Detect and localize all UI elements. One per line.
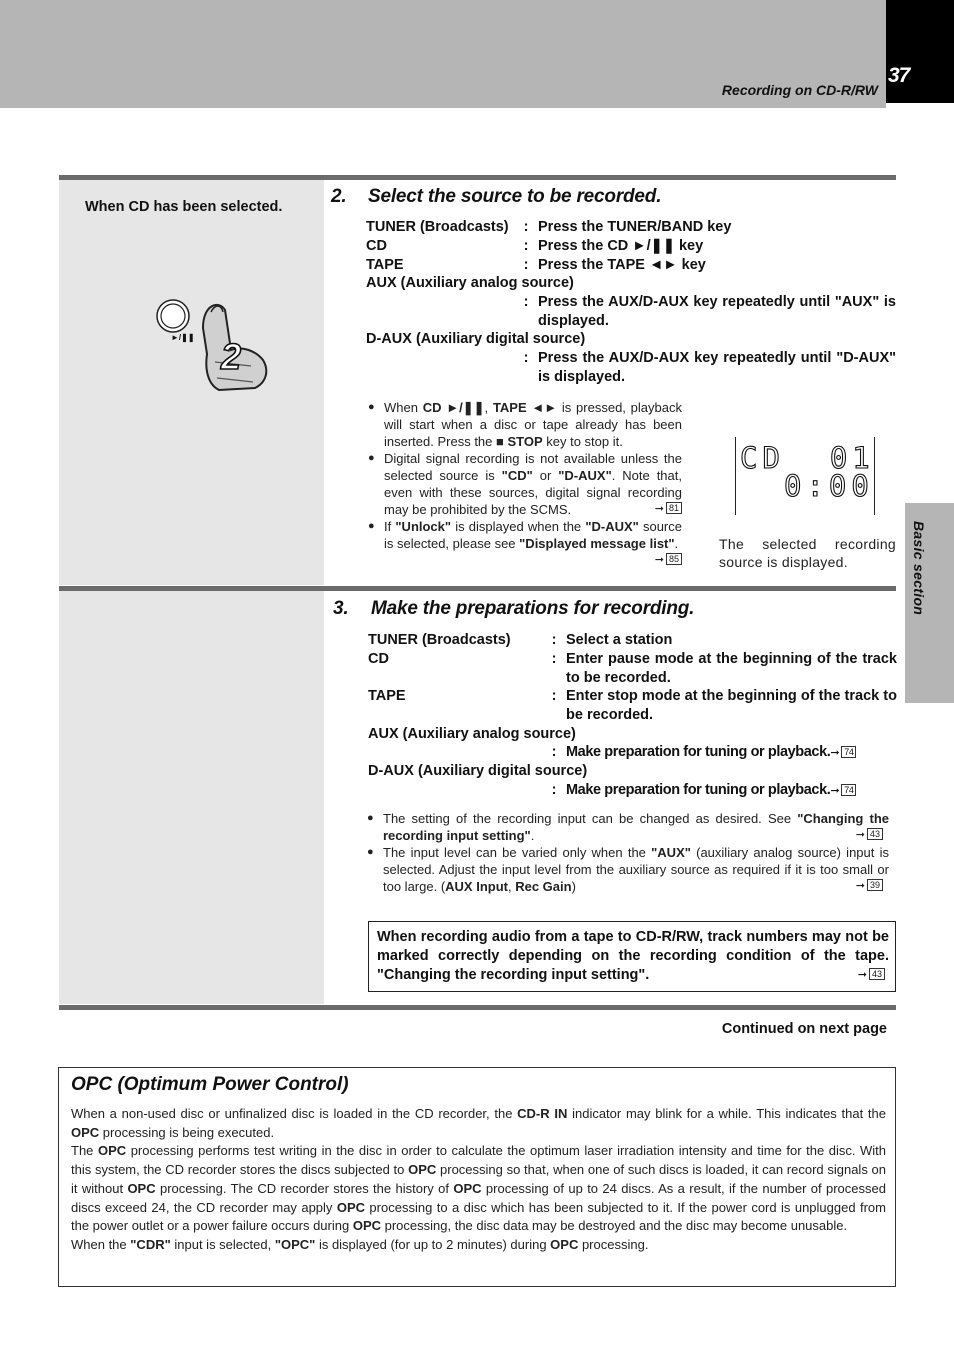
note-text: Rec Gain: [515, 879, 572, 894]
step2-row-action: Press the AUX/D-AUX key repeatedly until "D-AUX" is displayed.: [538, 350, 896, 385]
step2-row-action: Press the CD ►/❚❚ key: [538, 238, 704, 254]
bullet-icon: ●: [368, 401, 375, 413]
action-text: Make preparation for tuning or playback.: [566, 782, 831, 798]
step3-row-source: TUNER (Broadcasts): [368, 632, 511, 648]
note-text: The setting of the recording input can be changed as desired. See: [383, 811, 798, 826]
step2-row-action: Press the TUNER/BAND key: [538, 219, 732, 235]
note-item: [368, 399, 682, 450]
step2-row-colon: :: [523, 350, 529, 366]
page-reference: ➞ 43: [856, 827, 883, 844]
step3-row-action: Enter stop mode at the beginning of the track to be recorded.: [566, 688, 897, 723]
note-text: CD ►/❚❚: [422, 400, 485, 415]
note-text: TAPE ◄►: [492, 400, 558, 415]
opc-text: OPC: [127, 1180, 156, 1196]
opc-text: processing, the disc data may be destroyed and the disc may become unusable.: [381, 1218, 848, 1234]
opc-text: OPC: [550, 1236, 579, 1252]
note-text: "D-AUX": [585, 519, 639, 534]
note-text: ): [571, 879, 576, 894]
step2-row-colon: :: [523, 238, 529, 254]
step2-row-colon: :: [523, 219, 529, 235]
step2-row-action: Press the TAPE ◄► key: [538, 257, 706, 273]
note-text: Digital signal recording is not available unless the selected source is: [384, 451, 682, 483]
opc-paragraph: [71, 1236, 886, 1255]
note-text: .: [530, 828, 535, 843]
note-text: AUX Input: [445, 879, 508, 894]
step2-row-source: TAPE: [366, 257, 404, 273]
side-tab: [905, 503, 954, 703]
note-text: ,: [507, 879, 516, 894]
caution-text: [377, 928, 889, 985]
page-reference: ➞ 85: [655, 552, 682, 569]
note-item: [368, 450, 682, 518]
opc-text: processing. The CD recorder stores the history of: [155, 1180, 454, 1196]
page-ref-number: 81: [666, 502, 682, 514]
opc-text: "OPC": [274, 1236, 316, 1252]
step2-side-panel: [59, 180, 324, 585]
note-text: "Displayed message list": [519, 536, 675, 551]
play-pause-button-label: ►/❚❚: [171, 333, 195, 342]
page-reference: ➞ 74: [830, 747, 856, 759]
page-reference: ➞ 43: [858, 966, 885, 985]
opc-text: is displayed (for up to 2 minutes) during: [315, 1236, 551, 1252]
page-reference: ➞ 74: [830, 785, 856, 797]
lcd-display: [735, 437, 875, 515]
bullet-icon: ●: [368, 520, 375, 532]
note-item: [367, 844, 889, 895]
step2-row-action: Press the AUX/D-AUX key repeatedly until "AUX" is displayed.: [538, 294, 896, 329]
step3-heading-number: 3.: [333, 598, 349, 619]
step3-row-colon: :: [551, 782, 557, 798]
step2-row-source: CD: [366, 238, 387, 254]
opc-text: CD-R IN: [517, 1106, 568, 1121]
opc-text: "CDR": [130, 1236, 171, 1252]
lcd-line-2: 0:00: [784, 469, 874, 503]
opc-text: OPC: [336, 1199, 366, 1215]
page-ref-number: 43: [867, 828, 883, 840]
note-text: When: [384, 400, 423, 415]
caution-text-body: When recording audio from a tape to CD-R/RW, track numbers may not be marked correctly depending on the recording condition of the tape. "Changing the recording input setting".: [377, 929, 889, 983]
note-text: STOP: [507, 434, 543, 449]
opc-text: OPC: [408, 1162, 437, 1178]
step2-heading-number: 2.: [331, 186, 347, 207]
note-text: key to stop it.: [542, 434, 623, 449]
page-reference: ➞ 81: [655, 501, 682, 518]
note-item: [367, 810, 889, 844]
opc-text: When the: [71, 1236, 131, 1252]
step3-heading: Make the preparations for recording.: [371, 598, 695, 619]
step3-row-source: TAPE: [368, 688, 406, 704]
step3-row-action: [566, 743, 856, 763]
note-text: or: [532, 468, 559, 483]
step3-row-colon: :: [551, 632, 557, 648]
note-text: is displayed when the: [451, 519, 586, 534]
opc-text: processing.: [578, 1236, 649, 1252]
bullet-icon: ●: [367, 846, 374, 858]
note-text: ,: [484, 400, 493, 415]
step2-row-colon: :: [523, 257, 529, 273]
display-caption: The selected recording source is displayed.: [719, 536, 896, 570]
opc-text: input is selected,: [170, 1236, 275, 1252]
note-text: . Note that, even with these sources, digital signal recording may be prohibited by the SCMS.: [384, 468, 682, 517]
section-title: Recording on CD-R/RW: [721, 82, 878, 98]
step2-row-source: TUNER (Broadcasts): [366, 219, 509, 235]
opc-text: indicator may blink for a while. This indicates that the: [567, 1106, 887, 1121]
opc-text: OPC: [352, 1218, 381, 1234]
continued-note: Continued on next page: [721, 1021, 887, 1037]
opc-text: processing to a disc which has been subjected to it. If the power cord is unplugged from the power outlet or a power failure occurs during: [71, 1199, 886, 1234]
note-text: "Changing the recording input setting": [383, 811, 889, 843]
opc-text: OPC: [453, 1180, 482, 1196]
opc-text: OPC: [71, 1124, 100, 1140]
step3-row-source: D-AUX (Auxiliary digital source): [368, 763, 588, 779]
page-ref-number: 39: [867, 879, 883, 891]
step3-row-source: AUX (Auxiliary analog source): [368, 726, 576, 742]
opc-paragraph: [71, 1105, 886, 1142]
page-number: 37: [888, 64, 910, 87]
opc-text: processing of up to 24 discs. As a result, if the number of processed discs exceed 24, the CD recorder may apply: [71, 1180, 886, 1215]
note-text: "Unlock": [395, 519, 452, 534]
hand-pressing-icon: [155, 298, 275, 393]
step3-row-colon: :: [551, 688, 557, 704]
opc-text: processing so that, when one of such discs is loaded, it can record signals on it without: [71, 1162, 887, 1196]
step2-row-source: D-AUX (Auxiliary digital source): [366, 331, 586, 347]
action-text: Make preparation for tuning or playback.: [566, 744, 831, 760]
step3-row-action: Enter pause mode at the beginning of the track to be recorded.: [566, 651, 897, 686]
step3-row-action: Select a station: [566, 632, 673, 648]
step3-row-source: CD: [368, 651, 389, 667]
note-text: "AUX": [651, 845, 691, 860]
bullet-icon: ●: [368, 452, 375, 464]
lcd-line-1: CD 01: [740, 441, 875, 475]
step3-row-colon: :: [551, 744, 557, 760]
note-text: .: [674, 536, 679, 551]
page-ref-number: 85: [666, 553, 682, 565]
opc-text: When a non-used disc or unfinalized disc is loaded in the CD recorder, the: [71, 1106, 518, 1121]
step3-row-action: [566, 781, 856, 801]
side-tab-label: Basic section: [911, 521, 927, 616]
step3-row-colon: :: [551, 651, 557, 667]
note-text: The input level can be varied only when the: [383, 845, 652, 860]
opc-text: processing performs test writing in the disc in order to calculate the optimum laser irradiation intensity and time for the disc. With this system, the CD recorder stores the discs subjected to: [71, 1143, 887, 1178]
step2-heading: Select the source to be recorded.: [368, 186, 662, 207]
step2-notes: [368, 399, 682, 569]
step-number-on-finger: 2: [221, 336, 242, 377]
page-ref-number: 74: [841, 784, 856, 796]
step3-notes: [367, 810, 889, 895]
opc-paragraph: [71, 1142, 886, 1236]
note-text: "CD": [501, 468, 533, 483]
page-ref-number: 43: [869, 968, 885, 980]
note-text: "D-AUX": [558, 468, 612, 483]
note-text: (auxiliary analog source) input is selected. Adjust the input level from the auxiliary source as required if it is too small or too large. (: [383, 845, 889, 894]
opc-text: The: [71, 1143, 98, 1159]
opc-body: [71, 1105, 886, 1255]
step2-row-source: AUX (Auxiliary analog source): [366, 275, 574, 291]
caution-box: [368, 921, 896, 992]
step2-side-caption: When CD has been selected.: [85, 199, 283, 215]
step3-side-panel: [59, 591, 324, 1004]
page-ref-number: 74: [841, 746, 856, 758]
bullet-icon: ●: [367, 812, 374, 824]
opc-text: processing is being executed.: [99, 1124, 275, 1140]
opc-title: OPC (Optimum Power Control): [71, 1074, 349, 1095]
page-reference: ➞ 39: [856, 878, 883, 895]
note-item: [368, 518, 682, 566]
note-text: If: [384, 519, 396, 534]
cd-play-button-illustration: [155, 298, 275, 393]
section-rule: [59, 1005, 896, 1010]
note-text: is pressed, playback will start when a disc or tape already has been inserted. Press the ■: [384, 400, 682, 449]
opc-info-box: [58, 1067, 896, 1287]
note-text: source is selected, please see: [384, 519, 682, 551]
step2-row-colon: :: [523, 294, 529, 310]
opc-text: OPC: [97, 1143, 127, 1159]
